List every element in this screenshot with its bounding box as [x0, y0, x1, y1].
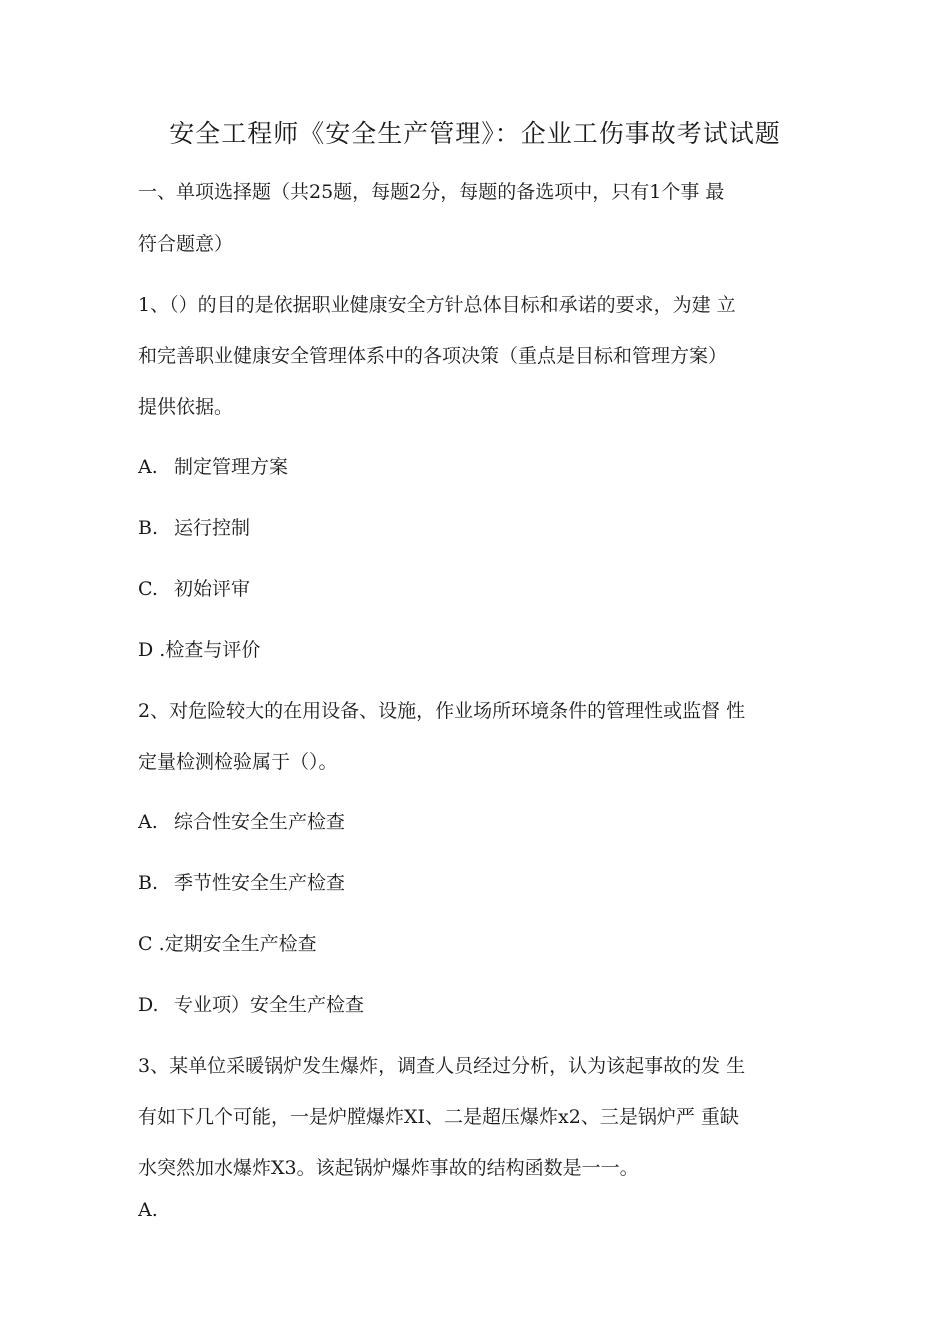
question-3-line-1: 3、某单位采暖锅炉发生爆炸，调查人员经过分析，认为该起事故的发 生: [138, 1055, 746, 1077]
question-1-option-d: D .检查与评价: [138, 639, 261, 661]
question-3-option-a: [138, 1198, 828, 1222]
option-text: 制定管理方案: [174, 456, 289, 478]
question-2-option-d: [138, 993, 828, 1017]
section-heading-line-2: 符合题意）: [138, 233, 234, 255]
question-2-option-a: [138, 810, 828, 834]
option-letter: A.: [138, 456, 158, 478]
question-3-line-3: 水突然加水爆炸X3。该起锅炉爆炸事故的结构函数是一一。: [138, 1157, 639, 1179]
option-text: 运行控制: [174, 517, 251, 539]
option-letter: B.: [138, 517, 159, 539]
question-1-line-1: 1、（）的目的是依据职业健康安全方针总体目标和承诺的要求，为建 立: [138, 294, 736, 316]
option-text: 专业项）安全生产检查: [174, 994, 365, 1016]
question-1-option-a: [138, 455, 828, 479]
question-1-line-3: 提供依据。: [138, 396, 234, 418]
section-heading-line-1: 一、单项选择题（共25题，每题2分，每题的备选项中，只有1个事 最: [138, 181, 725, 203]
option-letter: B.: [138, 872, 159, 894]
question-1-option-c: [138, 577, 828, 601]
question-2-option-b: [138, 871, 828, 895]
option-text: 初始评审: [174, 578, 251, 600]
option-letter: A.: [138, 1199, 158, 1221]
document-title: 安全工程师《安全生产管理》：企业工伤事故考试试题: [169, 119, 781, 148]
question-2-line-2: 定量检测检验属于（）。: [138, 751, 338, 773]
option-text: 综合性安全生产检查: [174, 811, 346, 833]
question-3-line-2: 有如下几个可能，一是炉膛爆炸XI、二是超压爆炸x2、三是锅炉严 重缺: [138, 1106, 739, 1128]
question-1-line-2: 和完善职业健康安全管理体系中的各项决策（重点是目标和管理方案）: [138, 345, 728, 367]
option-text: 季节性安全生产检查: [174, 872, 346, 894]
option-letter: C.: [138, 578, 158, 600]
option-letter: D.: [138, 994, 159, 1016]
question-1-option-b: [138, 516, 828, 540]
option-letter: A.: [138, 811, 158, 833]
question-2-line-1: 2、对危险较大的在用设备、设施，作业场所环境条件的管理性或监督 性: [138, 700, 746, 722]
question-2-option-c: C .定期安全生产检查: [138, 933, 317, 955]
